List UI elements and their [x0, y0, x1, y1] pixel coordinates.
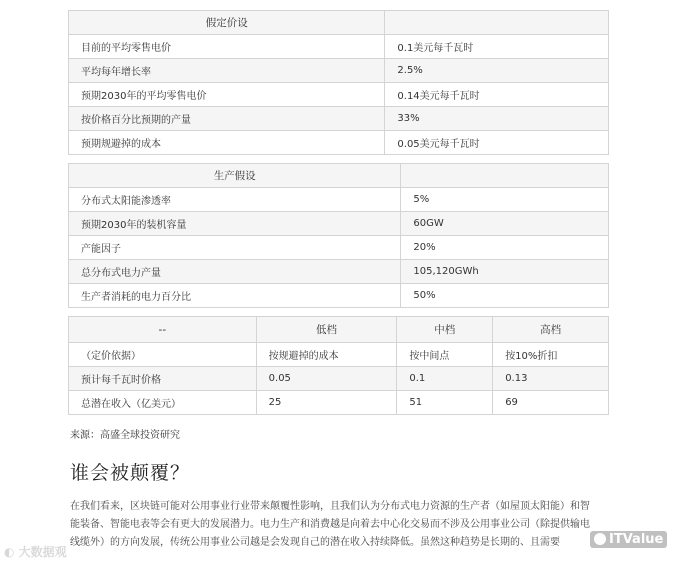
wechat-icon	[594, 533, 606, 545]
row-value: 60GW	[401, 212, 609, 236]
row-label: 预期2030年的平均零售电价	[69, 83, 385, 107]
table-row	[69, 35, 609, 59]
table-row	[69, 212, 609, 236]
price-assumption-table	[68, 10, 609, 155]
section-heading: 谁会被颠覆？	[70, 462, 191, 484]
row-label: 产能因子	[69, 236, 401, 260]
row-label: 总潜在收入（亿美元）	[69, 391, 257, 415]
production-assumption-table	[68, 163, 609, 308]
row-value: 0.05	[256, 367, 397, 391]
table-row	[69, 188, 609, 212]
row-value: 0.05美元每千瓦时	[385, 131, 609, 155]
column-header: 高档	[493, 317, 609, 343]
table-row	[69, 107, 609, 131]
table-row	[69, 391, 609, 415]
row-value: 按10%折扣	[493, 343, 609, 367]
row-label: 生产者消耗的电力百分比	[69, 284, 401, 308]
table-header-row	[69, 11, 609, 35]
row-value: 5%	[401, 188, 609, 212]
table-header-row	[69, 164, 609, 188]
column-header: --	[69, 317, 257, 343]
row-value: 51	[397, 391, 493, 415]
paragraph-line: 能装备、智能电表等会有更大的发展潜力。电力生产和消费越是向着去中心化交易而不涉及公用事业公司（除提供输电	[70, 519, 590, 530]
row-value: 69	[493, 391, 609, 415]
row-value: 50%	[401, 284, 609, 308]
row-value: 33%	[385, 107, 609, 131]
watermark-right	[590, 531, 667, 548]
row-label: （定价依据）	[69, 343, 257, 367]
weibo-icon: ◐	[4, 545, 15, 559]
row-value: 2.5%	[385, 59, 609, 83]
table-row	[69, 83, 609, 107]
row-label: 目前的平均零售电价	[69, 35, 385, 59]
table-row	[69, 284, 609, 308]
source-note: 来源：高盛全球投资研究	[70, 430, 180, 441]
table-header-cell: 生产假设	[69, 164, 401, 188]
row-label: 按价格百分比预期的产量	[69, 107, 385, 131]
row-value: 20%	[401, 236, 609, 260]
table-header-row	[69, 317, 609, 343]
table-row	[69, 236, 609, 260]
table-header-cell-empty	[385, 11, 609, 35]
table-header-cell-empty	[401, 164, 609, 188]
body-paragraph	[70, 498, 630, 552]
row-value: 25	[256, 391, 397, 415]
row-value: 105,120GWh	[401, 260, 609, 284]
row-label: 预计每千瓦时价格	[69, 367, 257, 391]
row-value: 0.13	[493, 367, 609, 391]
column-header: 中档	[397, 317, 493, 343]
table-row	[69, 59, 609, 83]
row-value: 按中间点	[397, 343, 493, 367]
watermark-left-text: 大数据观	[18, 545, 67, 559]
row-label: 平均每年增长率	[69, 59, 385, 83]
paragraph-line: 在我们看来，区块链可能对公用事业行业带来颠覆性影响，且我们认为分布式电力资源的生产者（如屋顶太阳能）和智	[70, 501, 590, 512]
row-value: 0.1美元每千瓦时	[385, 35, 609, 59]
table-row	[69, 343, 609, 367]
row-label: 总分布式电力产量	[69, 260, 401, 284]
table-header-cell: 假定价设	[69, 11, 385, 35]
table-row	[69, 260, 609, 284]
row-value: 0.1	[397, 367, 493, 391]
row-label: 预期规避掉的成本	[69, 131, 385, 155]
watermark-right-text: ITValue	[609, 532, 664, 547]
paragraph-line: 线缆外）的方向发展，传统公用事业公司越是会发现自己的潜在收入持续降低。虽然这种趋势是长期的、且需要	[70, 537, 560, 548]
row-value: 按规避掉的成本	[256, 343, 397, 367]
table-row	[69, 131, 609, 155]
row-label: 分布式太阳能渗透率	[69, 188, 401, 212]
row-value: 0.14美元每千瓦时	[385, 83, 609, 107]
watermark-left	[4, 543, 67, 560]
row-label: 预期2030年的装机容量	[69, 212, 401, 236]
table-row	[69, 367, 609, 391]
column-header: 低档	[256, 317, 397, 343]
revenue-scenario-table	[68, 316, 609, 415]
